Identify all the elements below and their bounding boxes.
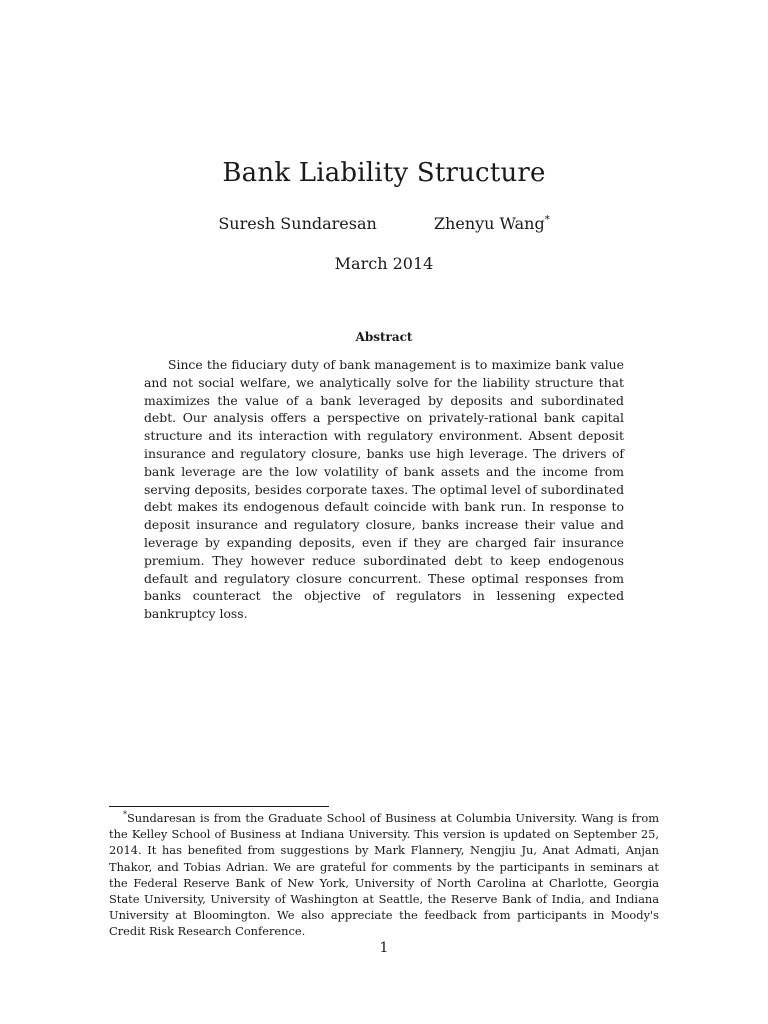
author-name: Zhenyu Wang [433, 214, 545, 233]
footnote-divider [109, 806, 329, 807]
footnote-mark: * [123, 810, 127, 820]
paper-date: March 2014 [334, 254, 434, 273]
paper-title: Bank Liability Structure [222, 158, 546, 188]
author-list [0, 214, 768, 233]
footnote-text: Sundaresan is from the Graduate School of Business at Columbia University. Wang is from the Kelley School of Business at Indiana University. This version is updated on September 25, 2014. It has benefited from suggestions by Mark Flannery, Nengjiu Ju, Anat Admati, Anjan Thakor, and Tobias Adrian. We are grateful for comments by the participants in seminars at the Federal Reserve Bank of New York, University of North Carolina at Charlotte, Georgia State University, University of Washington at Seattle, the Reserve Bank of India, and Indiana University at Bloomington. We also appreciate the feedback from participants in Moody's Credit Risk Research Conference. [109, 811, 659, 939]
page-number: 1 [379, 940, 389, 956]
abstract-text: Since the fiduciary duty of bank management is to maximize bank value and not social welfare, we analytically solve for the liability structure that maximizes the value of a bank leveraged by deposits and subordinated debt. Our analysis offers a perspective on privately-rational bank capital structure and its interaction with regulatory environment. Absent deposit insurance and regulatory closure, banks use high leverage. The drivers of bank leverage are the low volatility of bank assets and the income from serving deposits, besides corporate taxes. The optimal level of subordinated debt makes its endogenous default coincide with bank run. In response to deposit insurance and regulatory closure, banks increase their value and leverage by expanding deposits, even if they are charged fair insurance premium. They however reduce subordinated debt to keep endogenous default and regulatory closure concurrent. These optimal responses from banks counteract the objective of regulators in lessening expected bankruptcy loss. [144, 357, 624, 622]
author-name: Suresh Sundaresan [218, 214, 377, 233]
author-footnote-mark: * [544, 214, 550, 226]
author-2 [434, 214, 550, 233]
footnote [109, 810, 659, 940]
abstract-heading: Abstract [355, 330, 413, 344]
author-1 [218, 214, 377, 233]
